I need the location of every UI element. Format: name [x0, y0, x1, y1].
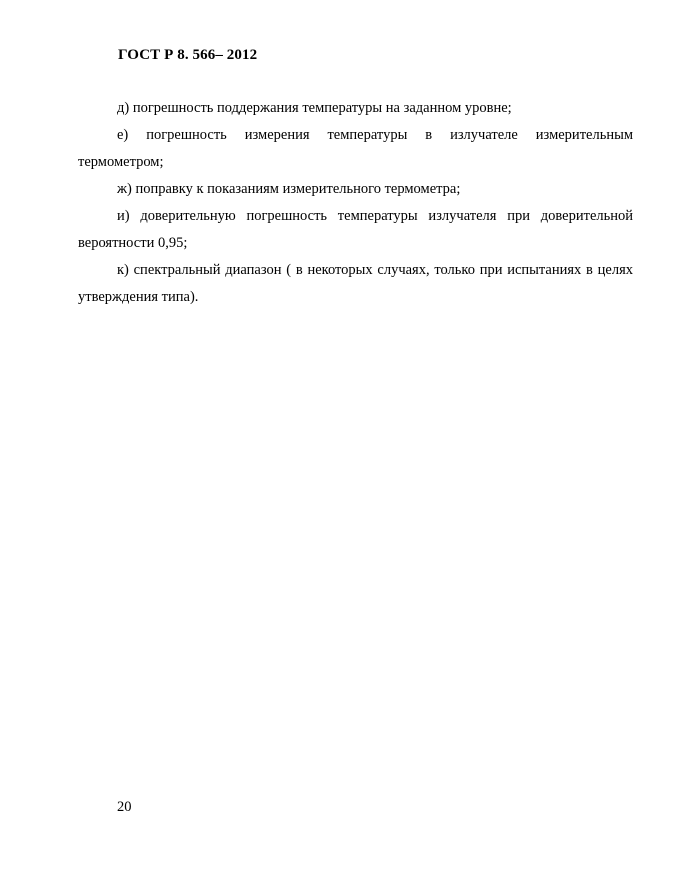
- page-number: 20: [117, 799, 132, 815]
- list-item-zh: ж) поправку к показаниям измерительного термометра;: [117, 181, 461, 197]
- list-item-k: к) спектральный диапазон ( в некоторых случаях, только при испытаниях в целях утверждения типа).: [78, 262, 633, 305]
- standard-header: ГОСТ Р 8. 566– 2012: [118, 47, 258, 63]
- document-body: [78, 95, 633, 311]
- list-item-i: и) доверительную погрешность температуры излучателя при доверительной вероятности 0,95;: [78, 208, 633, 251]
- list-item-d: д) погрешность поддержания температуры на заданном уровне;: [117, 100, 512, 116]
- list-item-e: е) погрешность измерения температуры в излучателе измерительным термометром;: [78, 127, 633, 170]
